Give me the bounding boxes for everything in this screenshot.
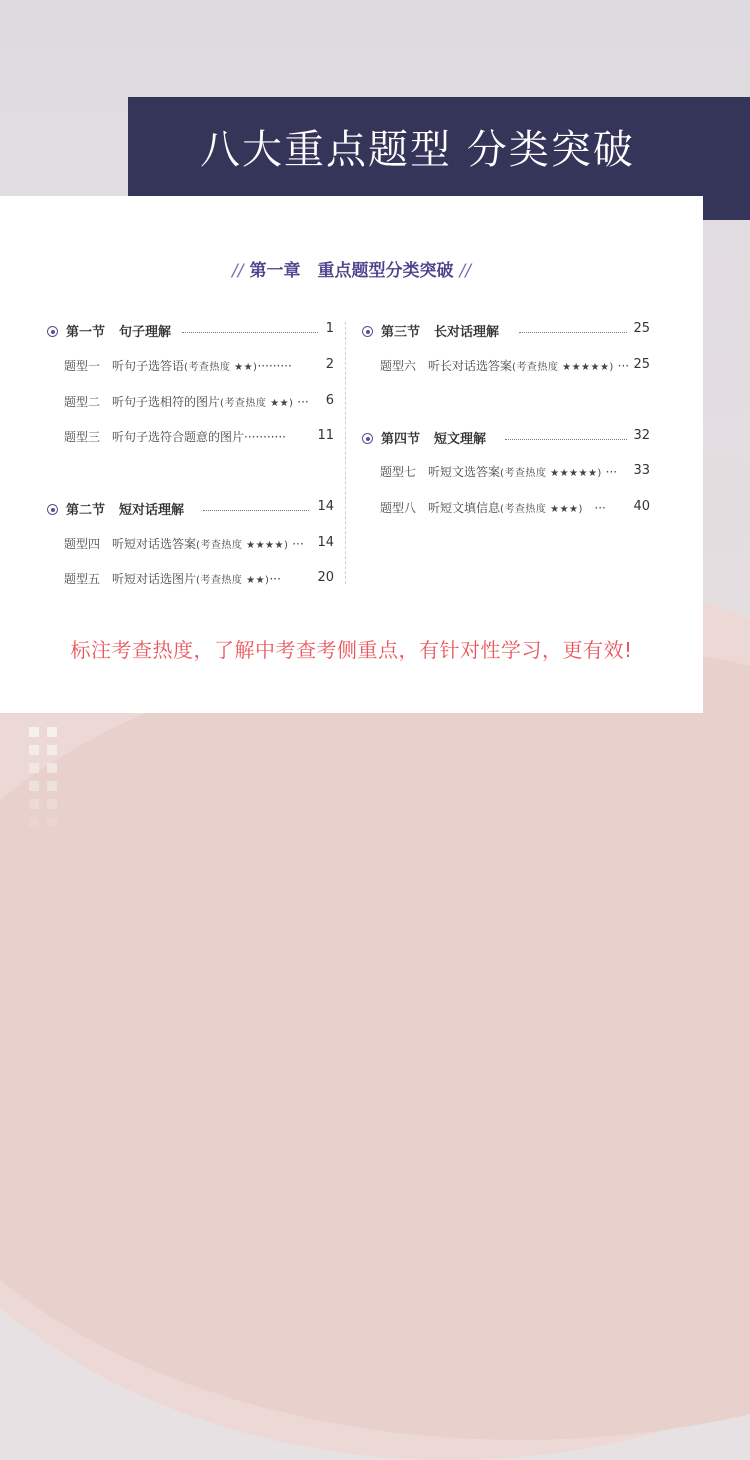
toc-item-7[interactable]: 题型七 听短文选答案(考查热度 ★★★★★) ··· [380, 465, 618, 479]
section-3-page: 25 [633, 321, 650, 336]
toc-card [0, 196, 703, 713]
item-1-page: 2 [325, 357, 334, 372]
slogan: 标注考查热度，了解中考查考侧重点，有针对性学习，更有效! [70, 638, 633, 662]
background-arc [0, 640, 750, 1440]
circle-dot-icon [47, 326, 58, 337]
toc-item-1[interactable]: 题型一 听句子选答语(考查热度 ★★)········· [64, 359, 292, 373]
dot-leader [505, 439, 627, 440]
chapter-deco-right: // [459, 261, 471, 281]
column-divider [345, 322, 346, 584]
item-5-page: 20 [317, 570, 334, 585]
toc-item-5[interactable]: 题型五 听短对话选图片(考查热度 ★★)··· [64, 572, 281, 586]
dot-leader [519, 332, 627, 333]
dot-leader [203, 510, 309, 511]
item-7-page: 33 [633, 463, 650, 478]
item-3-page: 11 [317, 428, 334, 443]
chapter-deco-left: // [232, 261, 244, 281]
dot-leader [182, 332, 318, 333]
item-2-page: 6 [325, 393, 334, 408]
toc-section-4[interactable]: 第四节 短文理解 [362, 428, 486, 447]
circle-dot-icon [362, 326, 373, 337]
item-6-page: 25 [633, 357, 650, 372]
item-4-page: 14 [317, 535, 334, 550]
section-1-page: 1 [325, 321, 334, 336]
toc-section-3[interactable]: 第三节 长对话理解 [362, 321, 499, 340]
toc-item-3[interactable]: 题型三 听句子选符合题意的图片··········· [64, 430, 286, 444]
toc-section-2[interactable]: 第二节 短对话理解 [47, 499, 184, 518]
circle-dot-icon [362, 433, 373, 444]
item-8-page: 40 [633, 499, 650, 514]
toc-item-4[interactable]: 题型四 听短对话选答案(考查热度 ★★★★) ··· [64, 537, 304, 551]
chapter-title: 第一章 重点题型分类突破 [249, 261, 454, 281]
circle-dot-icon [47, 504, 58, 515]
toc-section-1[interactable]: 第一节 句子理解 [47, 321, 171, 340]
toc-item-6[interactable]: 题型六 听长对话选答案(考查热度 ★★★★★) ··· [380, 359, 630, 373]
toc-item-8[interactable]: 题型八 听短文填信息(考查热度 ★★★) ··· [380, 501, 606, 515]
banner-title: 八大重点题型 分类突破 [200, 127, 635, 173]
chapter-heading [0, 256, 703, 281]
toc-item-2[interactable]: 题型二 听句子选相符的图片(考查热度 ★★) ··· [64, 395, 309, 409]
section-2-page: 14 [317, 499, 334, 514]
section-4-page: 32 [633, 428, 650, 443]
